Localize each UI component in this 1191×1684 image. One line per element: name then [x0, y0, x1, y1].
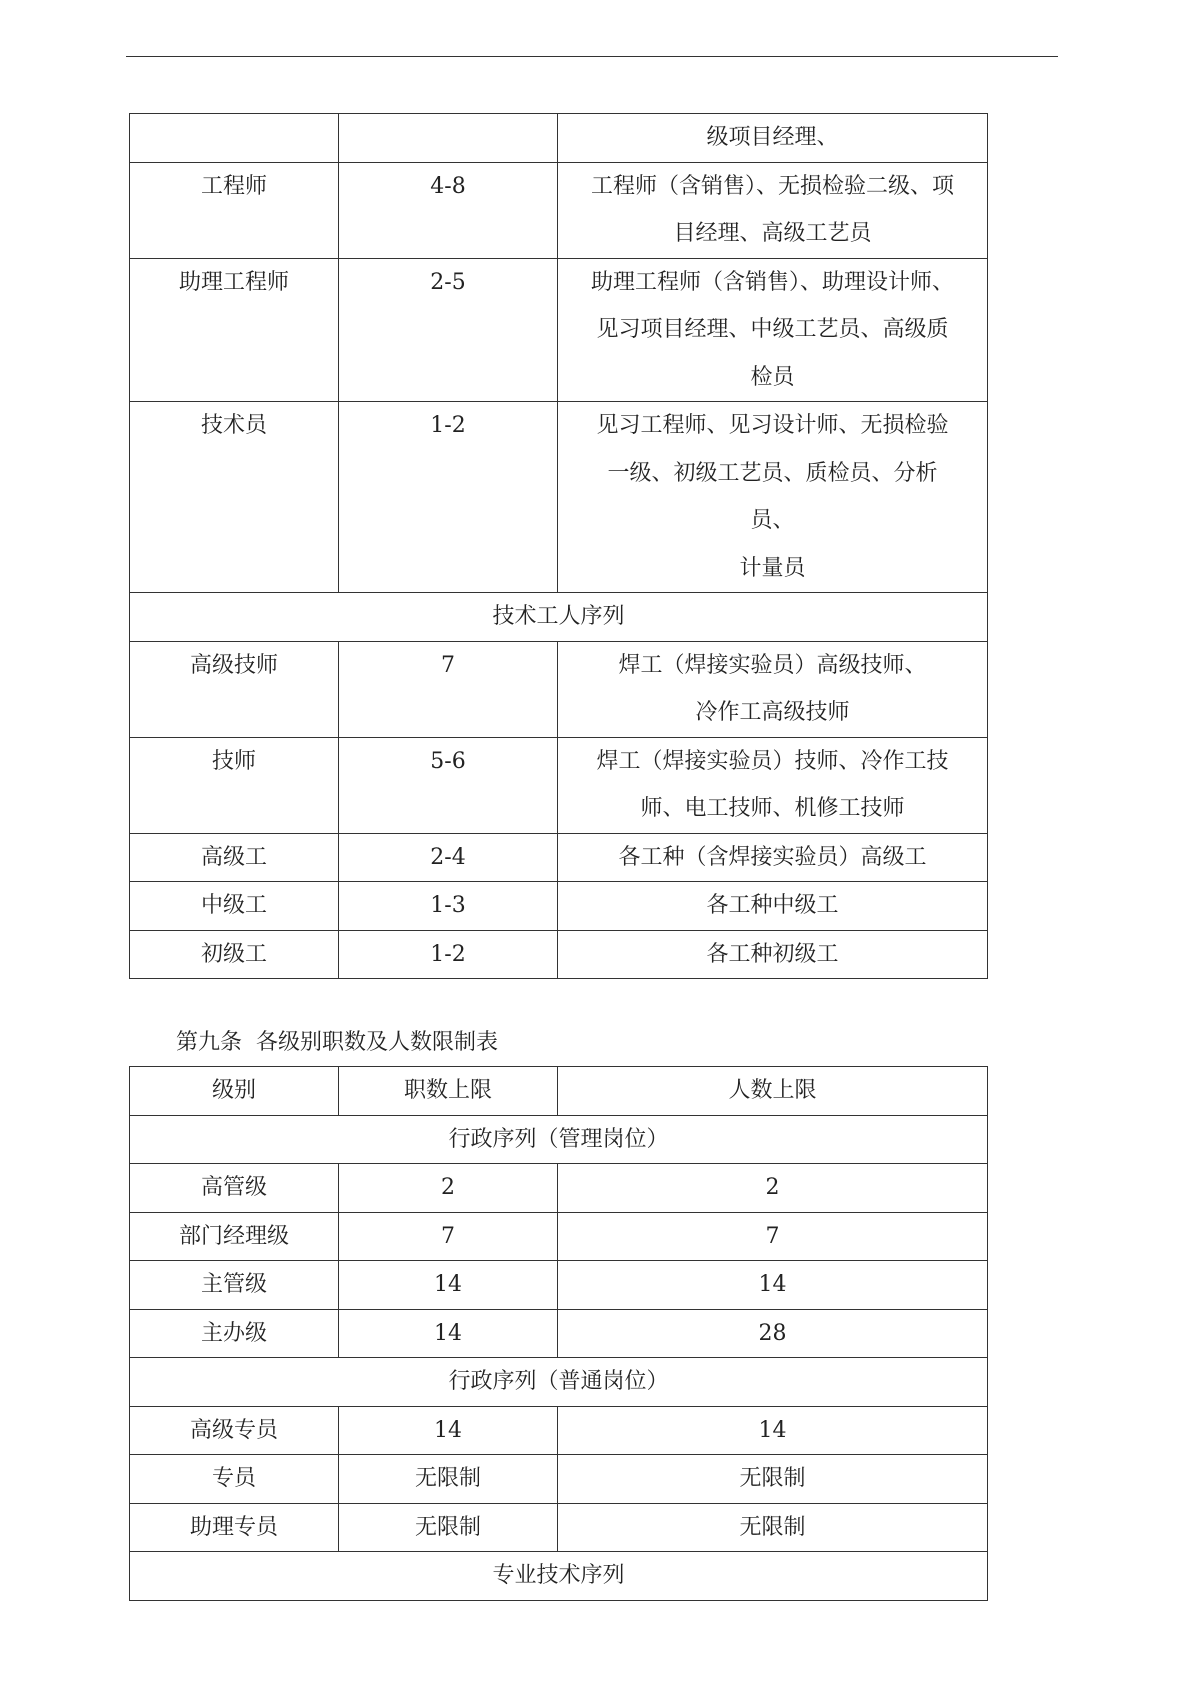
level-cell: 主办级 — [130, 1309, 339, 1358]
position-line: 一级、初级工艺员、质检员、分析 — [607, 460, 938, 486]
table-row — [130, 833, 988, 882]
table-row — [130, 930, 988, 979]
table-header-row — [130, 1067, 988, 1116]
grade-cell: 1-2 — [339, 402, 558, 593]
level-cell: 初级工 — [130, 930, 339, 979]
position-line: 各工种初级工 — [706, 941, 839, 967]
level-cell: 专员 — [130, 1455, 339, 1504]
header-level: 级别 — [130, 1067, 339, 1116]
position-line: 目经理、高级工艺员 — [673, 221, 872, 246]
position-line: 焊工（焊接实验员）高级技师、 — [618, 652, 927, 678]
level-cell: 技术员 — [130, 402, 339, 593]
header-post-limit: 职数上限 — [339, 1067, 558, 1116]
table-row — [130, 737, 988, 833]
position-cell — [558, 641, 988, 737]
table-row — [130, 114, 988, 163]
post-limit-cell: 无限制 — [339, 1503, 558, 1552]
table-row — [130, 162, 988, 258]
job-level-table-body — [130, 114, 988, 979]
level-cell: 高级专员 — [130, 1406, 339, 1455]
table-row — [130, 1503, 988, 1552]
position-line: 计量员 — [739, 555, 806, 581]
post-limit-cell: 14 — [339, 1406, 558, 1455]
grade-cell: 2-5 — [339, 258, 558, 402]
header-headcount-limit: 人数上限 — [558, 1067, 988, 1116]
table-caption: 第九条 各级别职数及人数限制表 — [176, 1030, 498, 1055]
table-row — [130, 882, 988, 931]
post-limit-cell: 14 — [339, 1309, 558, 1358]
post-limit-cell: 无限制 — [339, 1455, 558, 1504]
position-cell — [558, 930, 988, 979]
position-cell — [558, 258, 988, 402]
section-title: 技术工人序列 — [130, 593, 988, 642]
grade-cell — [339, 114, 558, 163]
post-limit-cell: 7 — [339, 1212, 558, 1261]
position-line: 助理工程师（含销售）、助理设计师、 — [590, 269, 954, 295]
level-cell: 高管级 — [130, 1164, 339, 1213]
level-cell: 工程师 — [130, 162, 339, 258]
position-line: 冷作工高级技师 — [695, 700, 850, 725]
table-row — [130, 1164, 988, 1213]
level-cell: 技师 — [130, 737, 339, 833]
position-limit-table-body — [130, 1115, 988, 1600]
position-line: 员、 — [750, 508, 795, 533]
section-row — [130, 1115, 988, 1164]
post-limit-cell: 2 — [339, 1164, 558, 1213]
level-cell: 中级工 — [130, 882, 339, 931]
position-cell — [558, 882, 988, 931]
position-line: 各工种（含焊接实验员）高级工 — [618, 844, 927, 870]
position-line: 各工种中级工 — [706, 893, 839, 918]
level-cell: 助理专员 — [130, 1503, 339, 1552]
section-title: 行政序列（普通岗位） — [130, 1358, 988, 1407]
position-line: 见习项目经理、中级工艺员、高级质 — [596, 317, 949, 342]
level-cell: 高级技师 — [130, 641, 339, 737]
level-cell: 助理工程师 — [130, 258, 339, 402]
position-cell — [558, 114, 988, 163]
position-line: 师、电工技师、机修工技师 — [640, 796, 905, 821]
table-row — [130, 258, 988, 402]
grade-cell: 4-8 — [339, 162, 558, 258]
section-title: 行政序列（管理岗位） — [130, 1115, 988, 1164]
section-row — [130, 593, 988, 642]
section-row — [130, 1358, 988, 1407]
post-limit-cell: 14 — [339, 1261, 558, 1310]
headcount-limit-cell: 14 — [558, 1406, 988, 1455]
grade-cell: 5-6 — [339, 737, 558, 833]
table-row — [130, 1455, 988, 1504]
table-row — [130, 1406, 988, 1455]
position-cell — [558, 833, 988, 882]
position-line: 级项目经理、 — [706, 125, 839, 150]
headcount-limit-cell: 无限制 — [558, 1503, 988, 1552]
position-line: 工程师（含销售）、无损检验二级、项 — [590, 173, 954, 199]
headcount-limit-cell: 无限制 — [558, 1455, 988, 1504]
grade-cell: 7 — [339, 641, 558, 737]
header-rule — [126, 56, 1058, 57]
level-cell — [130, 114, 339, 163]
grade-cell: 2-4 — [339, 833, 558, 882]
headcount-limit-cell: 14 — [558, 1261, 988, 1310]
grade-cell: 1-3 — [339, 882, 558, 931]
level-cell: 部门经理级 — [130, 1212, 339, 1261]
level-cell: 高级工 — [130, 833, 339, 882]
position-cell — [558, 402, 988, 593]
level-cell: 主管级 — [130, 1261, 339, 1310]
position-cell — [558, 162, 988, 258]
position-limit-table — [129, 1066, 988, 1601]
grade-cell: 1-2 — [339, 930, 558, 979]
position-line: 焊工（焊接实验员）技师、冷作工技 — [596, 748, 949, 774]
table-row — [130, 402, 988, 593]
headcount-limit-cell: 28 — [558, 1309, 988, 1358]
section-title: 专业技术序列 — [130, 1552, 988, 1601]
table-row — [130, 641, 988, 737]
section-row — [130, 1552, 988, 1601]
table-row — [130, 1309, 988, 1358]
table-row — [130, 1261, 988, 1310]
job-level-table — [129, 113, 988, 979]
headcount-limit-cell: 2 — [558, 1164, 988, 1213]
position-cell — [558, 737, 988, 833]
position-line: 见习工程师、见习设计师、无损检验 — [596, 413, 949, 438]
table-row — [130, 1212, 988, 1261]
headcount-limit-cell: 7 — [558, 1212, 988, 1261]
position-line: 检员 — [750, 364, 795, 390]
